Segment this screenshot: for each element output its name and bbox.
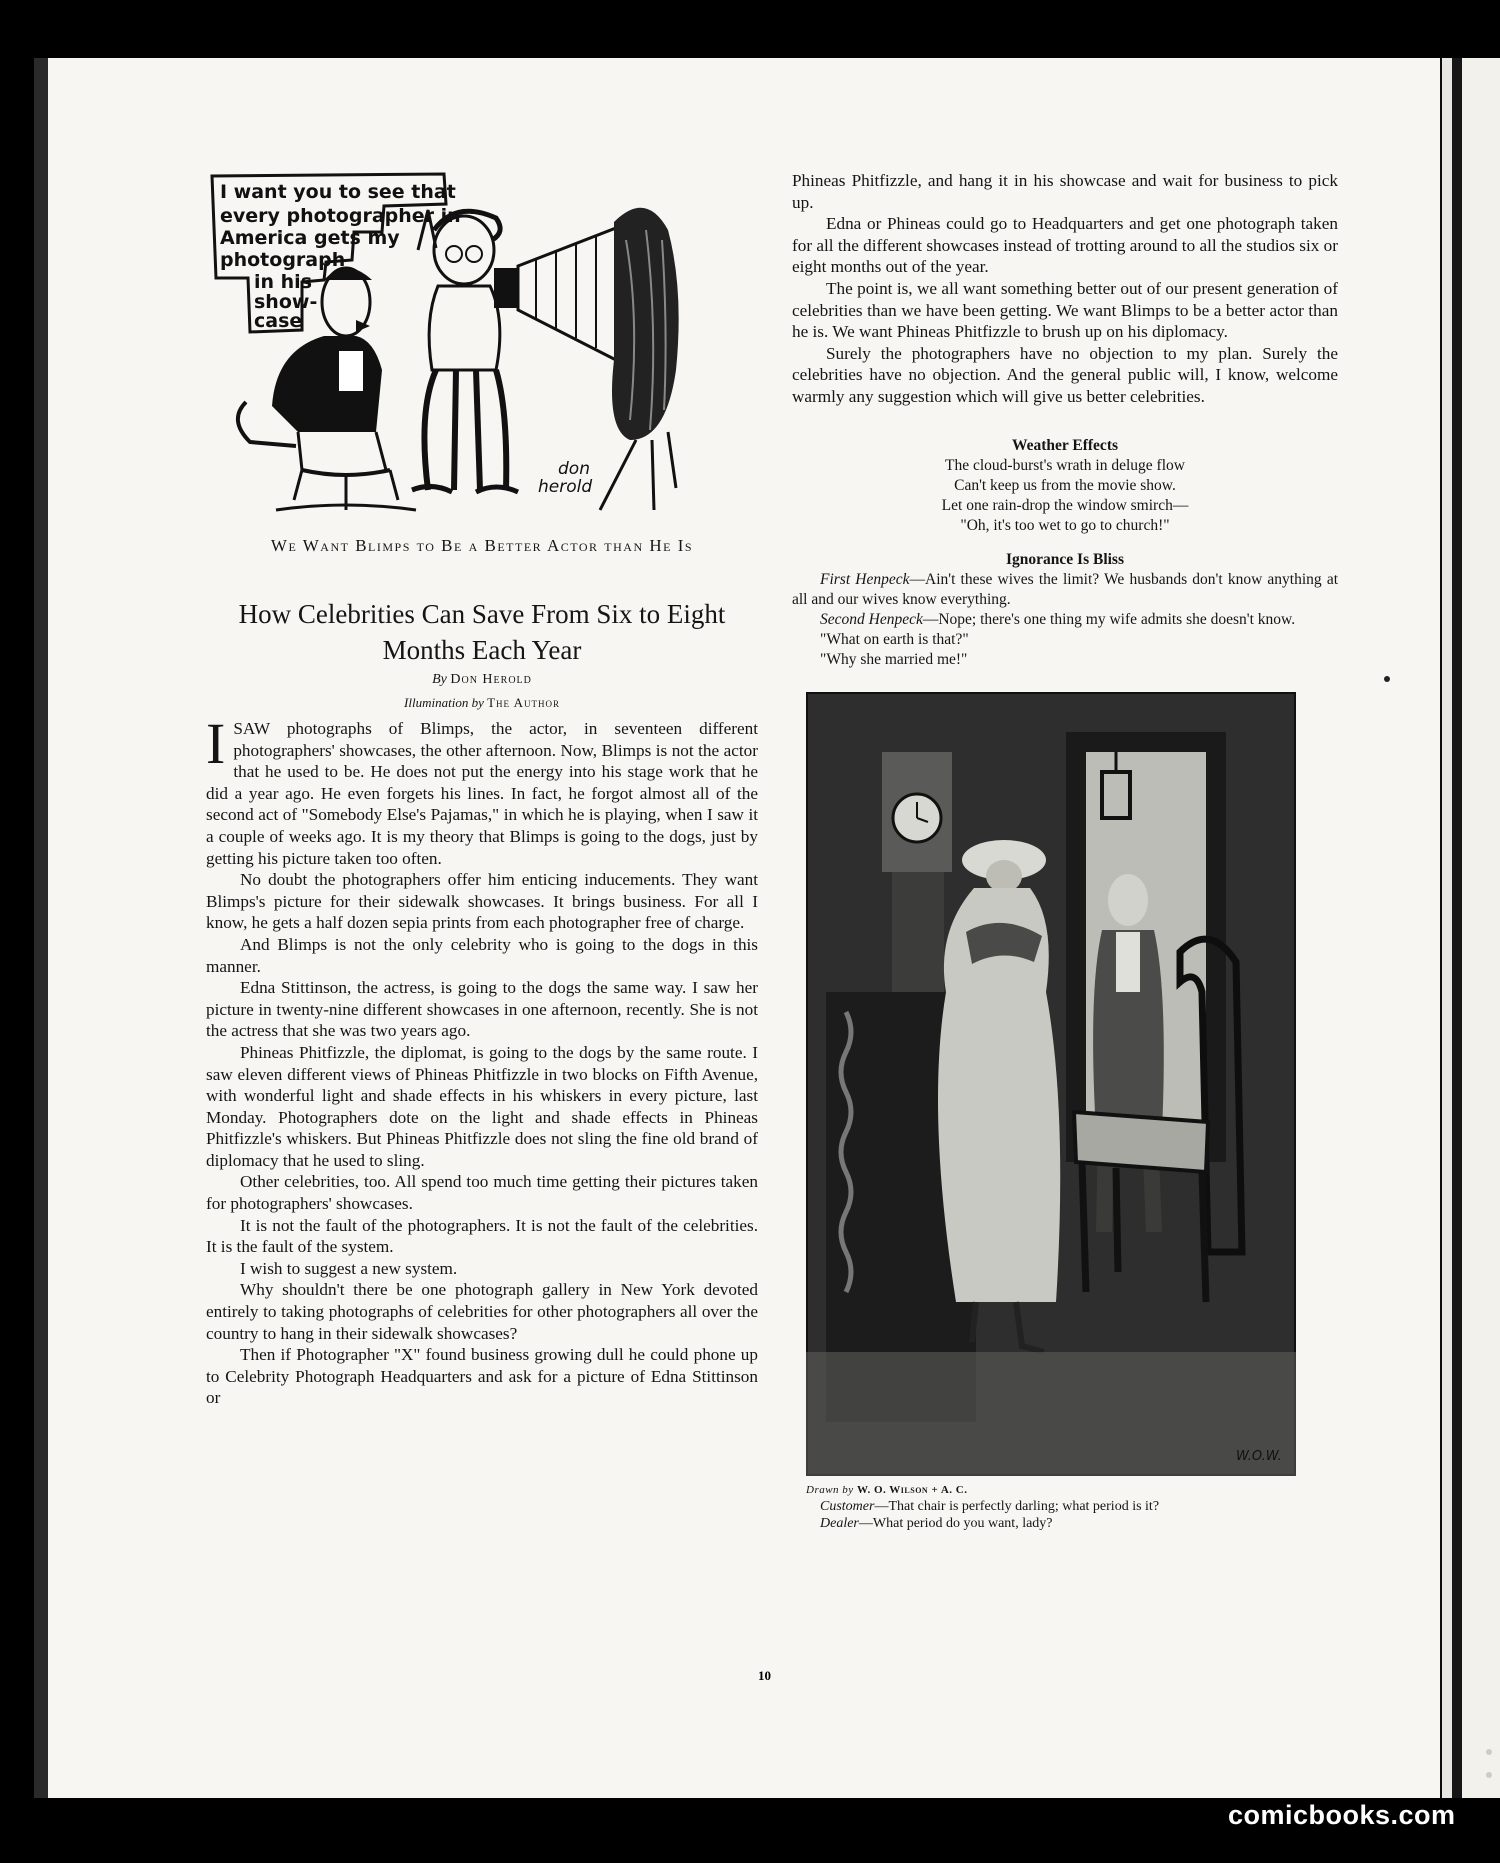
paragraph: Why shouldn't there be one photograph gallery in New York devoted entirely to taking photographs of celebrities for other photographers all over the country to hang in their sidewalk showcases?: [206, 1280, 758, 1343]
paragraph: Edna or Phineas could go to Headquarters and get one photograph taken for all the different showcases instead of trotting around to all the studios six or eight months out of the year.: [792, 214, 1338, 277]
joke-line: Second Henpeck—Nope; there's one thing my wife admits she doesn't know.: [820, 610, 1296, 628]
paragraph: It is not the fault of the photographers. It is not the fault of the celebrities. It is the fault of the system.: [206, 1215, 758, 1257]
illumination-prefix: Illumination by: [404, 695, 484, 710]
poem-line: "Oh, it's too wet to go to church!": [960, 516, 1170, 534]
illustration-signature: W.O.W.: [1236, 1448, 1282, 1464]
paragraph: Phineas Phitfizzle, and hang it in his showcase and wait for business to pick up.: [792, 171, 1338, 212]
left-column: [206, 170, 758, 1409]
credit-name: W. O. Wilson + A. C.: [856, 1483, 968, 1496]
poem-line: The cloud-burst's wrath in deluge flow: [945, 456, 1185, 474]
joke-line: "Why she married me!": [820, 650, 968, 668]
speck: [1384, 676, 1390, 682]
poem-title: Weather Effects: [1011, 436, 1119, 454]
article-body: [206, 711, 758, 1409]
paragraph: Other celebrities, too. All spend too much time getting their pictures taken for photographers' showcases.: [206, 1172, 758, 1214]
byline-prefix: By: [432, 672, 447, 687]
paragraph: No doubt the photographers offer him enticing inducements. They want Blimps's picture for their sidewalk showcases. It brings business. For all I know, he gets a half dozen sepia prints from each photographer free of charge.: [206, 870, 758, 933]
paragraph: I wish to suggest a new system.: [240, 1258, 458, 1278]
speech-line: show-: [254, 291, 318, 313]
article-continuation: [792, 170, 1338, 408]
credit-prefix: Drawn by: [806, 1483, 854, 1496]
paragraph: ISAW photographs of Blimps, the actor, in seventeen different photographers' showcases, the other afternoon. Now, Blimps is not the actor that he used to be. He does not put the energy into his stage work that he did a year ago. He even forgets his lines. In fact, he forgot almost all of the second act of "Somebody Else's Pajamas," in which he is playing, when I saw it a couple of weeks ago. It is my theory that Blimps is going to the dogs, just by getting his picture taken too often.: [206, 711, 758, 868]
joke-title: Ignorance Is Bliss: [1006, 550, 1124, 568]
caption-line: Customer—That chair is perfectly darling; what period is it?: [820, 1498, 1160, 1514]
joke-line: "What on earth is that?": [820, 630, 969, 648]
speck: [1486, 1772, 1492, 1778]
paragraph: Then if Photographer "X" found business growing dull he could phone up to Celebrity Photograph Headquarters and ask for a picture of Edna Stittinson or: [206, 1345, 758, 1408]
article-title: How Celebrities Can Save From Six to Eight Months Each Year: [238, 599, 726, 665]
illustration-caption: [792, 1498, 1338, 1532]
illustration-credit: [806, 1484, 1338, 1496]
speech-line: in his: [254, 271, 313, 293]
speech-line: photograph: [220, 249, 346, 271]
right-column: [792, 170, 1338, 1532]
speech-line: case: [254, 310, 303, 332]
caption-line: Dealer—What period do you want, lady?: [820, 1515, 1053, 1531]
artist-signature: don: [558, 459, 590, 479]
photographer-cartoon: [206, 170, 758, 532]
paragraph: Phineas Phitfizzle, the diplomat, is going to the dogs by the same route. I saw eleven different views of Phineas Phitfizzle in two blocks on Fifth Avenue, with wonderful light and shade effects in his whiskers in every picture, last Monday. Photographers dote on the light and shade effects in Phineas Phitfizzle's whiskers. But Phineas Phitfizzle does not sling the fine old brand of diplomacy that he used to sling.: [206, 1042, 758, 1170]
antique-shop-illustration: [806, 692, 1296, 1476]
joke-line: First Henpeck—Ain't these wives the limit? We husbands don't know anything at all and our wives know everything.: [792, 570, 1339, 608]
speech-line: I want you to see that: [220, 181, 456, 203]
illustrator-name: The Author: [487, 695, 560, 710]
byline: [206, 670, 758, 690]
drop-cap: I: [206, 711, 226, 776]
speck: [1486, 1749, 1492, 1755]
author-name: Don Herold: [450, 672, 532, 687]
next-page-edge: [1440, 58, 1500, 1798]
paragraph: The point is, we all want something better out of our present generation of celebrities than we have been getting. We want Blimps to be a better actor than he is. We want Phineas Phitfizzle to brush up on his diplomacy.: [792, 278, 1338, 342]
illumination-credit: [206, 694, 758, 712]
speech-line: every photographer in: [220, 205, 461, 227]
site-watermark: comicbooks.com: [1228, 1800, 1456, 1830]
speech-line: America gets my: [220, 227, 400, 249]
cartoon-caption: We Want Blimps to Be a Better Actor than He Is: [270, 536, 694, 555]
paragraph: And Blimps is not the only celebrity who is going to the dogs in this manner.: [206, 934, 758, 976]
joke-text: [792, 570, 1338, 670]
paragraph: Edna Stittinson, the actress, is going to the dogs the same way. I saw her picture in twenty-nine different showcases in one afternoon, recently. She is not the actress that she was two years ago.: [206, 978, 758, 1041]
shop-scene-drawing: [806, 692, 1296, 1476]
artist-signature: herold: [538, 477, 593, 497]
poem-line: Let one rain-drop the window smirch—: [941, 496, 1189, 514]
binding-shadow: [34, 58, 48, 1798]
paragraph: Surely the photographers have no objection to my plan. Surely the celebrities have no objection. And the general public will, I know, welcome warmly any suggestion which will give us better celebrities.: [792, 343, 1338, 406]
cartoon-illustration: [206, 170, 758, 532]
poem-line: Can't keep us from the movie show.: [954, 476, 1176, 494]
page-number: 10: [758, 1668, 771, 1683]
